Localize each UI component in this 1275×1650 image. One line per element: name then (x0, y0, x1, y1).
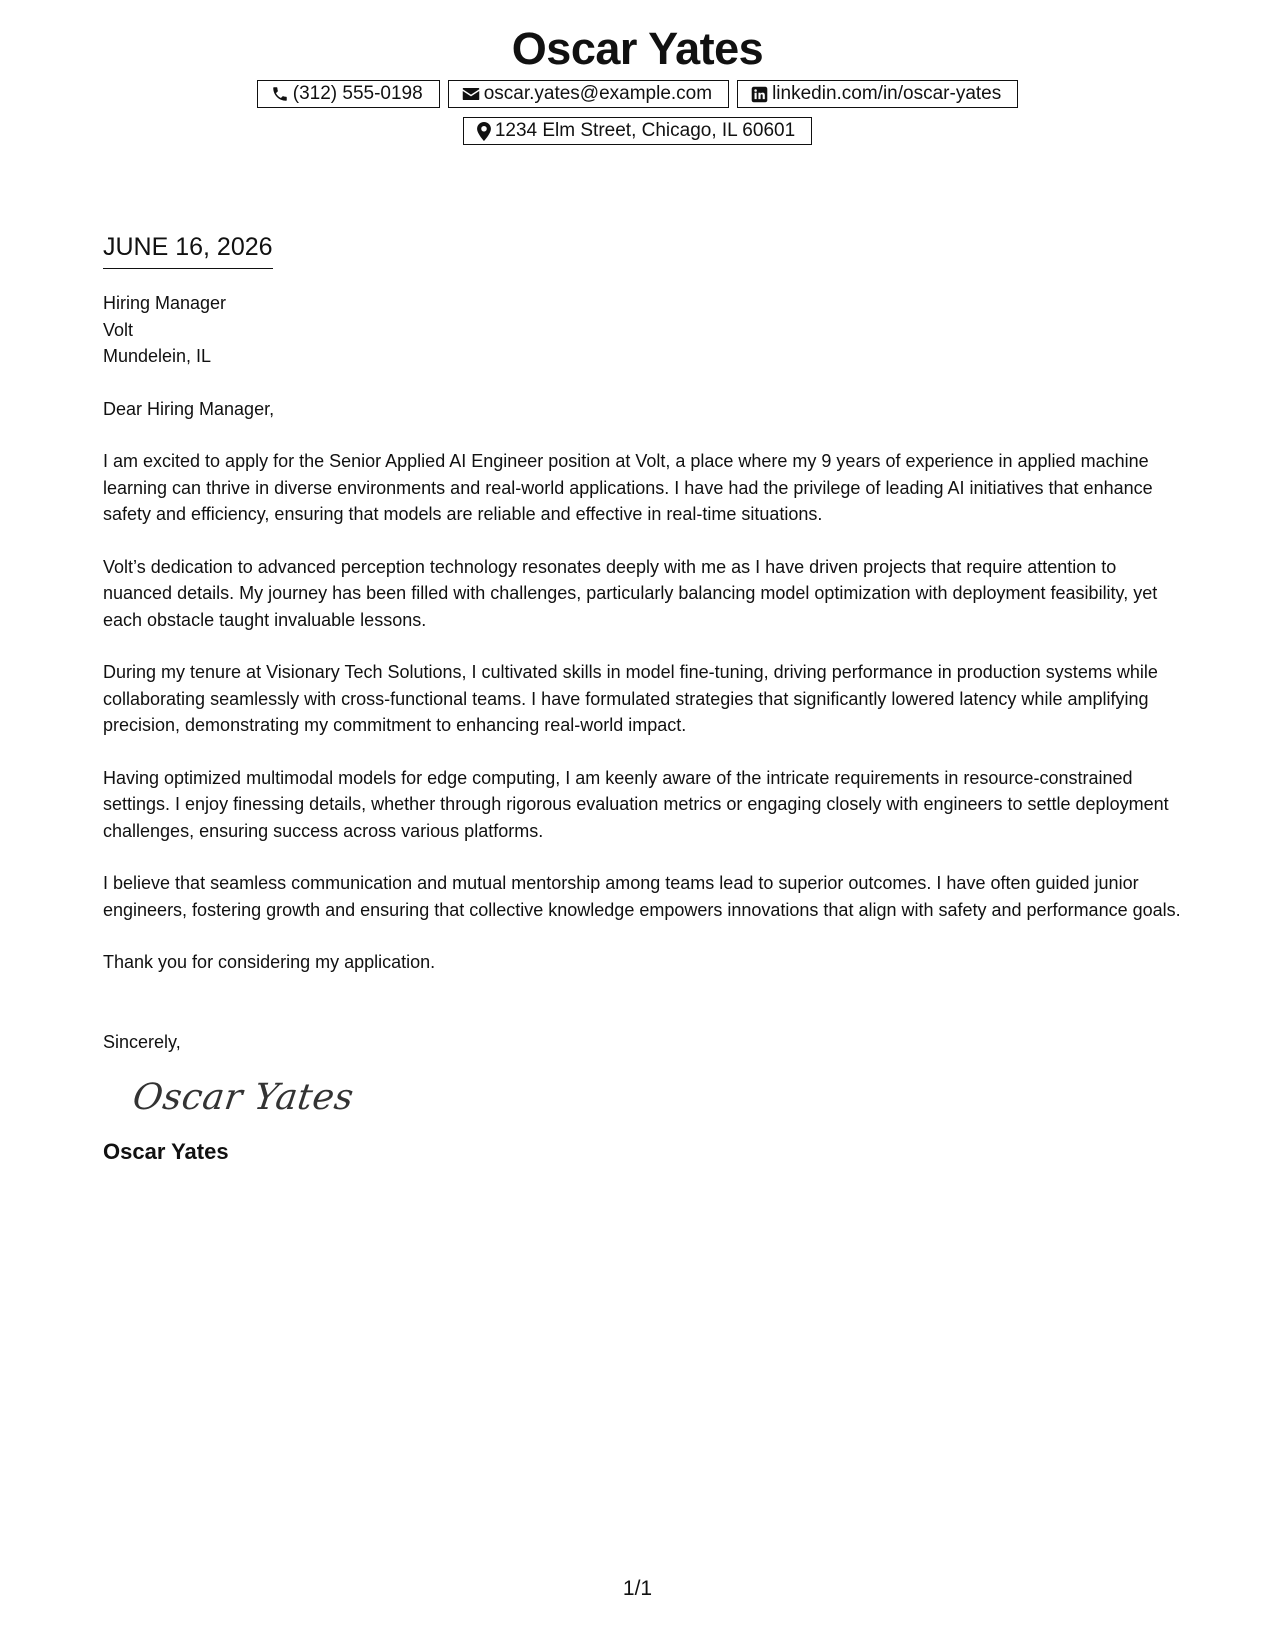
handwritten-signature: Oscar Yates (130, 1077, 357, 1118)
closing: Sincerely, (103, 1031, 181, 1052)
contact-phone (257, 80, 440, 108)
contact-phone-text: (312) 555-0198 (292, 83, 423, 104)
paragraph-4: Having optimized multimodal models for edge computing, I am keenly aware of the intricate requirements in resource-constrained settings. I enjoy finessing details, whether through rigorous evaluation metrics or engaging closely with engineers to settle deployment challenges, ensuring success across various platforms. (103, 767, 1169, 841)
recipient-company: Volt (103, 319, 134, 340)
salutation: Dear Hiring Manager, (103, 398, 275, 419)
applicant-name: Oscar Yates (511, 23, 764, 74)
contact-address (463, 117, 812, 145)
recipient-location: Mundelein, IL (103, 346, 212, 366)
map-pin-icon (477, 122, 491, 141)
letter-body (103, 230, 1183, 1167)
paragraph-5: I believe that seamless communication and mutual mentorship among teams lead to superior outcomes. I have often guided junior engineers, fostering growth and ensuring that collective knowledge empowers innovations that align with safety and performance goals. (103, 873, 1181, 920)
contact-row-primary (0, 80, 1275, 108)
linkedin-icon (751, 86, 768, 103)
contact-email-text: oscar.yates@example.com (483, 83, 713, 104)
page-number: 1/1 (622, 1577, 653, 1600)
recipient-block (103, 290, 1183, 370)
phone-icon (271, 85, 289, 103)
contact-row-secondary (0, 117, 1275, 145)
contact-email (448, 80, 729, 108)
letter-date: JUNE 16, 2026 (103, 230, 273, 269)
contact-linkedin-text: linkedin.com/in/oscar-yates (772, 83, 1002, 104)
paragraph-2: Volt’s dedication to advanced perception technology resonates deeply with me as I have driven projects that require attention to nuanced details. My journey has been filled with challenges, particularly balancing model optimization with deployment feasibility, yet each obstacle taught invaluable lessons. (103, 556, 1158, 630)
recipient-title: Hiring Manager (103, 293, 227, 313)
contact-linkedin (737, 80, 1018, 108)
paragraph-thanks: Thank you for considering my application. (103, 952, 436, 972)
paragraph-1: I am excited to apply for the Senior Applied AI Engineer position at Volt, a place where my 9 years of experience in applied machine learning can thrive in diverse environments and real-world applications. I have had the privilege of leading AI initiatives that enhance safety and efficiency, ensuring that models are reliable and effective in real-time situations. (103, 451, 1153, 524)
contact-address-text: 1234 Elm Street, Chicago, IL 60601 (494, 120, 796, 141)
signed-name: Oscar Yates (103, 1139, 229, 1164)
envelope-icon (462, 86, 480, 102)
paragraph-3: During my tenure at Visionary Tech Solutions, I cultivated skills in model fine-tuning, driving performance in production systems while collaborating seamlessly with cross-functional teams. I have formulated strategies that significantly lowered latency while amplifying precision, demonstrating my commitment to enhancing real-world impact. (103, 662, 1158, 735)
